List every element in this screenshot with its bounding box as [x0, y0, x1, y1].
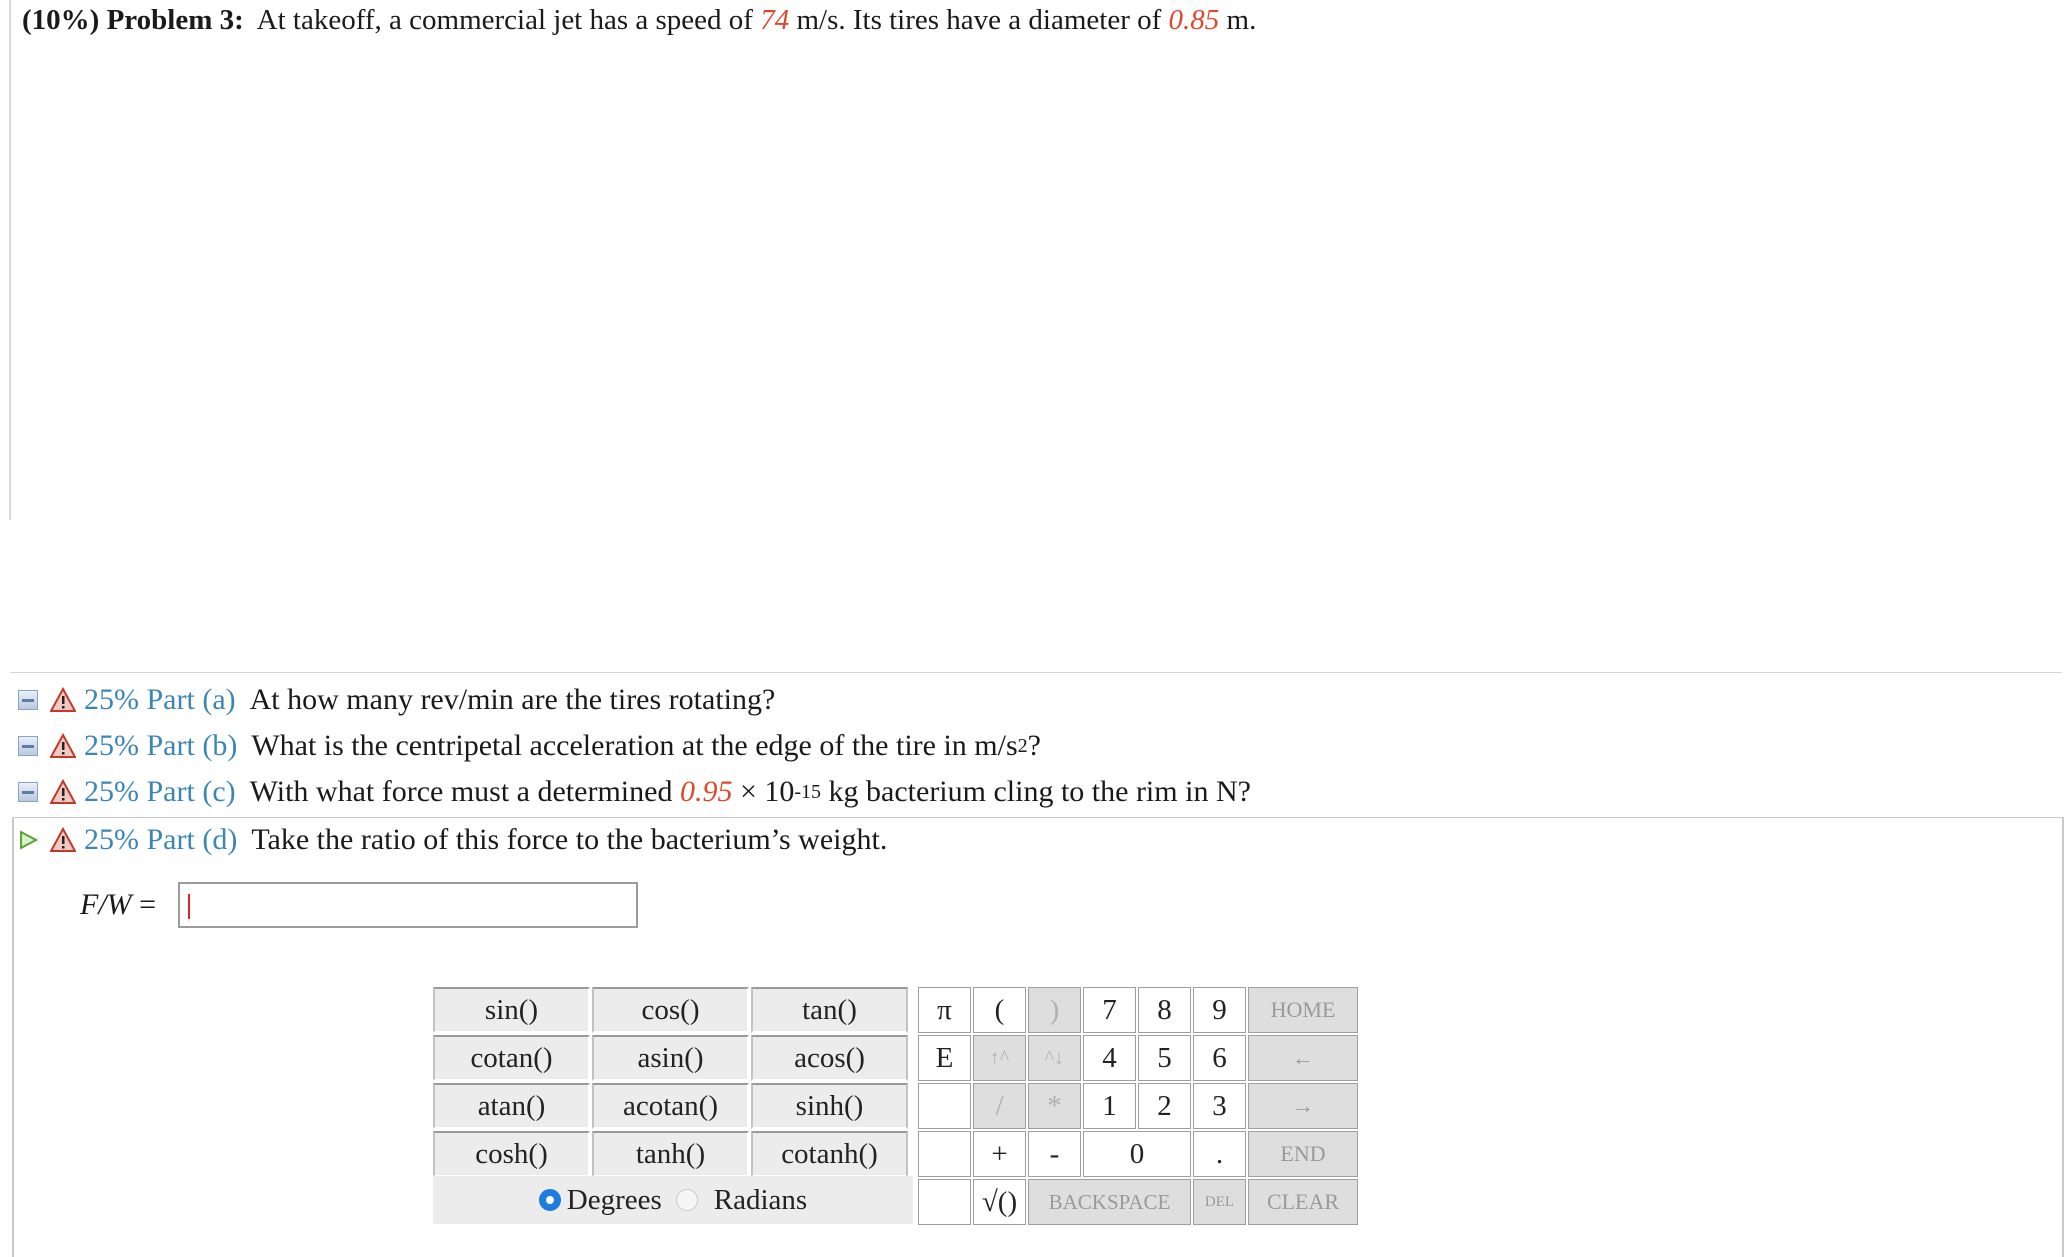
digit-0-button[interactable]: 0	[1083, 1131, 1191, 1177]
superscript-button[interactable]: ↑^	[973, 1035, 1026, 1081]
part-c-question-b: × 10	[739, 775, 795, 808]
clear-button[interactable]: CLEAR	[1248, 1179, 1358, 1225]
radians-label[interactable]: Radians	[713, 1183, 808, 1216]
warning-icon	[50, 779, 76, 805]
degrees-label[interactable]: Degrees	[566, 1183, 662, 1216]
end-button[interactable]: END	[1248, 1131, 1358, 1177]
part-c-pct: 25%	[84, 775, 139, 808]
text-caret	[188, 894, 190, 919]
part-b-sup: 2	[1017, 734, 1028, 757]
left-arrow-button[interactable]: ←	[1248, 1035, 1358, 1081]
digit-2-button[interactable]: 2	[1138, 1083, 1191, 1129]
degrees-radio[interactable]	[539, 1189, 561, 1211]
decimal-button[interactable]: .	[1193, 1131, 1246, 1177]
tan-button[interactable]: tan()	[751, 987, 908, 1033]
tanh-button[interactable]: tanh()	[592, 1131, 749, 1177]
answer-variable: F/W	[80, 888, 132, 921]
cotanh-button[interactable]: cotanh()	[751, 1131, 908, 1177]
atan-button[interactable]: atan()	[433, 1083, 590, 1129]
empty-key	[918, 1083, 971, 1129]
expand-icon[interactable]	[18, 782, 38, 802]
part-c-exp: -15	[794, 780, 822, 803]
part-c-question-a: With what force must a determined	[249, 775, 673, 808]
digit-5-button[interactable]: 5	[1138, 1035, 1191, 1081]
part-c-tag: Part (c)	[146, 775, 236, 808]
minus-button[interactable]: -	[1028, 1131, 1081, 1177]
digit-1-button[interactable]: 1	[1083, 1083, 1136, 1129]
sinh-button[interactable]: sinh()	[751, 1083, 908, 1129]
close-paren-button[interactable]: )	[1028, 987, 1081, 1033]
e-button[interactable]: E	[918, 1035, 971, 1081]
problem-statement	[22, 4, 1256, 37]
open-paren-button[interactable]: (	[973, 987, 1026, 1033]
digit-9-button[interactable]: 9	[1193, 987, 1246, 1033]
cos-button[interactable]: cos()	[592, 987, 749, 1033]
radians-radio[interactable]	[676, 1189, 698, 1211]
part-d-question: Take the ratio of this force to the bacterium’s weight.	[251, 823, 888, 856]
problem-weight: (10%)	[22, 4, 100, 36]
sin-button[interactable]: sin()	[433, 987, 590, 1033]
left-border	[9, 0, 11, 520]
digit-3-button[interactable]: 3	[1193, 1083, 1246, 1129]
answer-label	[80, 888, 156, 922]
plus-button[interactable]: +	[973, 1131, 1026, 1177]
subscript-button[interactable]: ^↓	[1028, 1035, 1081, 1081]
divider	[10, 672, 2062, 673]
empty-key	[918, 1179, 971, 1225]
pi-button[interactable]: π	[918, 987, 971, 1033]
part-b-question-end: ?	[1027, 729, 1041, 762]
part-a-row[interactable]	[18, 679, 775, 721]
acos-button[interactable]: acos()	[751, 1035, 908, 1081]
warning-icon	[50, 827, 76, 853]
home-button[interactable]: HOME	[1248, 987, 1358, 1033]
answer-input[interactable]	[178, 882, 638, 928]
del-button[interactable]: DEL	[1193, 1179, 1246, 1225]
part-b-row[interactable]	[18, 725, 1041, 767]
part-b-tag: Part (b)	[146, 729, 238, 762]
warning-icon	[50, 733, 76, 759]
part-b-question: What is the centripetal acceleration at the edge of the tire in m/s	[251, 729, 1018, 762]
part-a-pct: 25%	[84, 683, 139, 716]
digit-8-button[interactable]: 8	[1138, 987, 1191, 1033]
problem-text-b: m/s. Its tires have a diameter of	[796, 4, 1162, 36]
divide-button[interactable]: /	[973, 1083, 1026, 1129]
part-c-row[interactable]	[18, 771, 1251, 813]
part-d-row[interactable]	[18, 819, 887, 861]
mass-value: 0.95	[679, 775, 733, 808]
digit-4-button[interactable]: 4	[1083, 1035, 1136, 1081]
problem-label: Problem 3:	[106, 4, 244, 36]
expand-icon[interactable]	[18, 690, 38, 710]
problem-text-c: m.	[1226, 4, 1257, 36]
part-c-question-c: kg bacterium cling to the rim in N?	[828, 775, 1251, 808]
cosh-button[interactable]: cosh()	[433, 1131, 590, 1177]
multiply-button[interactable]: *	[1028, 1083, 1081, 1129]
speed-value: 74	[760, 4, 790, 36]
problem-text-a: At takeoff, a commercial jet has a speed of	[256, 4, 753, 36]
digit-6-button[interactable]: 6	[1193, 1035, 1246, 1081]
part-d-tag: Part (d)	[146, 823, 238, 856]
cotan-button[interactable]: cotan()	[433, 1035, 590, 1081]
part-a-question: At how many rev/min are the tires rotating?	[249, 683, 776, 716]
acotan-button[interactable]: acotan()	[592, 1083, 749, 1129]
angle-mode-row	[433, 1176, 913, 1224]
expand-icon[interactable]	[18, 736, 38, 756]
part-d-pct: 25%	[84, 823, 139, 856]
right-arrow-button[interactable]: →	[1248, 1083, 1358, 1129]
play-icon[interactable]	[18, 830, 38, 850]
diameter-value: 0.85	[1168, 4, 1220, 36]
sqrt-button[interactable]: √()	[973, 1179, 1026, 1225]
part-b-pct: 25%	[84, 729, 139, 762]
backspace-button[interactable]: BACKSPACE	[1028, 1179, 1191, 1225]
asin-button[interactable]: asin()	[592, 1035, 749, 1081]
empty-key	[918, 1131, 971, 1177]
warning-icon	[50, 687, 76, 713]
digit-7-button[interactable]: 7	[1083, 987, 1136, 1033]
answer-equals: =	[139, 888, 157, 921]
part-a-tag: Part (a)	[146, 683, 236, 716]
